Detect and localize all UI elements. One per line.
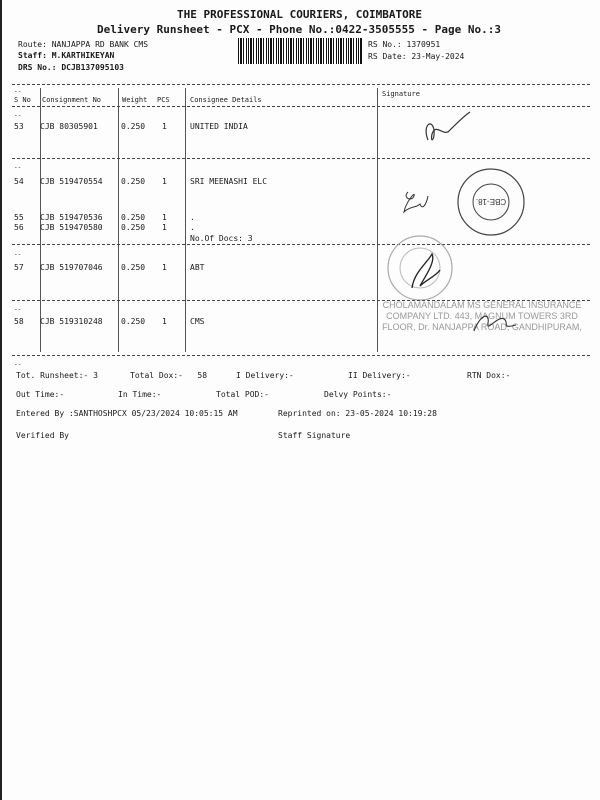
weight: 0.250 [121, 263, 146, 272]
rs-date: RS Date: 23-May-2024 [368, 52, 465, 61]
stamp-abt [384, 232, 456, 304]
delvy-points: Delvy Points:- [324, 390, 392, 399]
svg-text:CBE-18.: CBE-18. [475, 197, 507, 206]
rtn-dox: RTN Dox:- [467, 371, 511, 380]
reprinted-on: Reprinted on: 23-05-2024 10:19:28 [278, 409, 437, 418]
consignment-no: CJB 80305901 [40, 122, 98, 131]
sno: 55 [14, 213, 24, 222]
consignee-details: . [190, 223, 195, 232]
consignment-no: CJB 519470580 [40, 223, 103, 232]
staff: Staff: M.KARTHIKEYAN [18, 51, 115, 60]
in-time: In Time:- [118, 390, 162, 399]
row-marker: -- [14, 251, 22, 258]
weight: 0.250 [121, 177, 146, 186]
col-consignment: Consignment No [42, 96, 102, 104]
ii-delivery: II Delivery:- [348, 371, 411, 380]
signature-54 [400, 188, 430, 216]
tot-runsheet: Tot. Runsheet:- 3 [16, 371, 98, 380]
sno: 56 [14, 223, 24, 232]
consignment-no: CJB 519470536 [40, 213, 103, 222]
entered-by: Entered By :SANTHOSHPCX 05/23/2024 10:05:15 AM [16, 409, 238, 418]
stamp-sri-meenakshi [455, 166, 527, 238]
signature-58 [470, 305, 520, 335]
barcode [238, 38, 362, 64]
total-dox: Total Dox:- 58 [130, 371, 208, 380]
route: Route: NANJAPPA RD BANK CMS [18, 40, 149, 49]
col-consignee: Consignee Details [190, 96, 262, 104]
pcs: 1 [162, 317, 167, 326]
staff-signature: Staff Signature [278, 431, 351, 440]
consignment-no: CJB 519310248 [40, 317, 103, 326]
col-sno: S No [14, 96, 31, 104]
out-time: Out Time:- [16, 390, 65, 399]
total-pod: Total POD:- [216, 390, 269, 399]
row-marker: -- [14, 164, 22, 171]
consignment-no: CJB 519707046 [40, 263, 103, 272]
signature-53 [420, 110, 480, 150]
stamp-cholamandalam: CHOLAMANDALAM MS GENERAL INSURANCE COMPANY LTD. 443, MAGNUM TOWERS 3RD FLOOR, Dr. NANJAPPA ROAD, GANDHIPURAM, [382, 300, 582, 332]
pcs: 1 [162, 213, 167, 222]
drs-number: DRS No.: DCJB137095103 [18, 63, 124, 72]
weight: 0.250 [121, 317, 146, 326]
col-pcs: PCS [157, 96, 170, 104]
sno: 58 [14, 317, 24, 326]
sno: 54 [14, 177, 24, 186]
docs-count: No.Of Docs: 3 [190, 234, 253, 243]
sno: 57 [14, 263, 24, 272]
col-signature: Signature [382, 90, 420, 98]
consignee-details: ABT [190, 263, 205, 272]
verified-by: Verified By [16, 431, 69, 440]
row-marker: -- [14, 306, 22, 313]
runsheet-subtitle: Delivery Runsheet - PCX - Phone No.:0422-3505555 - Page No.:3 [97, 23, 501, 36]
pcs: 1 [162, 122, 167, 131]
weight: 0.250 [121, 223, 146, 232]
weight: 0.250 [121, 213, 146, 222]
row-marker: -- [14, 361, 22, 368]
weight: 0.250 [121, 122, 146, 131]
pcs: 1 [162, 177, 167, 186]
rs-number: RS No.: 1370951 [368, 40, 441, 49]
consignee-details: . [190, 213, 195, 222]
consignee-details: SRI MEENASHI ELC [190, 177, 268, 186]
consignee-details: CMS [190, 317, 205, 326]
pcs: 1 [162, 263, 167, 272]
scan-edge [0, 0, 2, 800]
consignee-details: UNITED INDIA [190, 122, 248, 131]
row-marker: -- [14, 88, 22, 95]
pcs: 1 [162, 223, 167, 232]
consignment-no: CJB 519470554 [40, 177, 103, 186]
row-marker: -- [14, 112, 22, 119]
i-delivery: I Delivery:- [236, 371, 294, 380]
company-title: THE PROFESSIONAL COURIERS, COIMBATORE [177, 8, 423, 21]
col-weight: Weight [122, 96, 148, 104]
sno: 53 [14, 122, 24, 131]
